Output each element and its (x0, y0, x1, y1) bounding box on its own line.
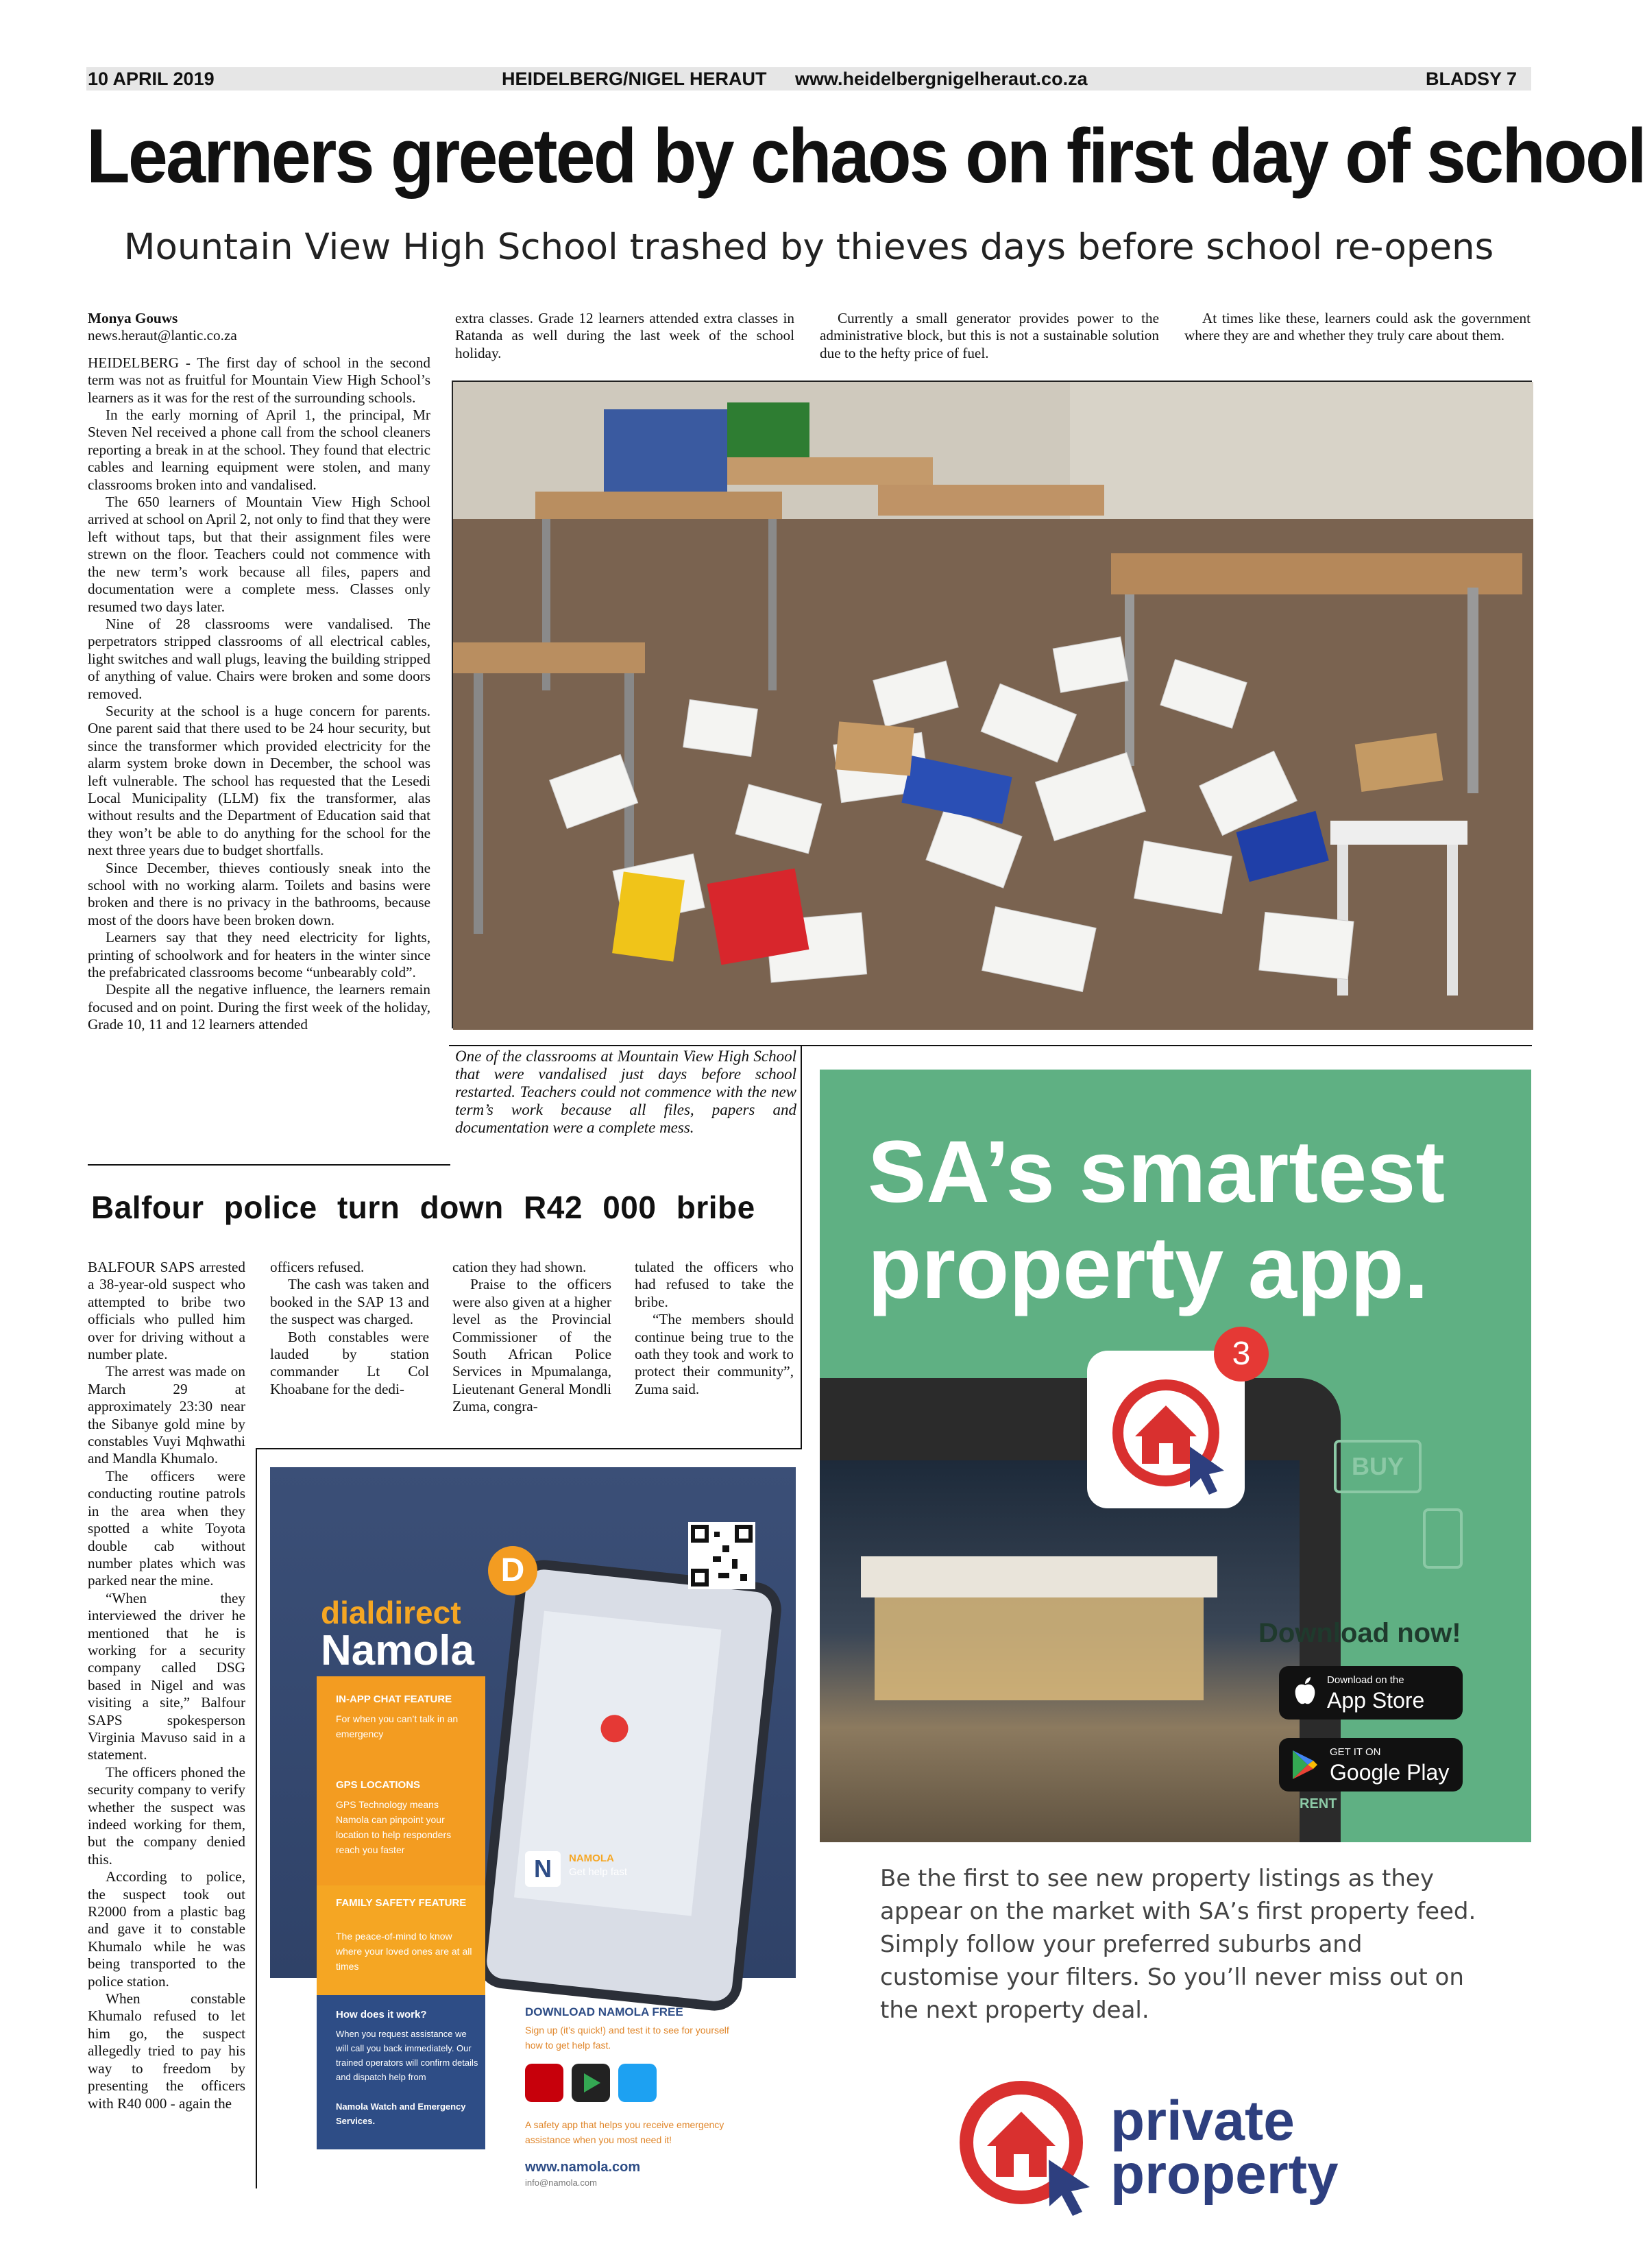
classroom-photo (452, 381, 1532, 1028)
article-paragraph: extra classes. Grade 12 learners attended extra classes in Ratanda as well during the last week of the school holiday. (455, 310, 794, 361)
article2-paragraph: BALFOUR SAPS arrested a 38-year-old suspect who attempted to bribe two officials who pulled him over for driving without a number plate. (88, 1259, 245, 1363)
notification-badge: 3 (1214, 1327, 1269, 1382)
dialdirect-logo: dialdirect (321, 1595, 461, 1630)
private-property-app-icon[interactable] (1087, 1351, 1245, 1508)
house-roof (861, 1556, 1217, 1597)
article-column-2 (455, 310, 794, 362)
main-headline: Learners greeted by chaos on first day of school (86, 113, 1645, 199)
article2-paragraph: “The members should continue being true to the oath they took and work to protect their community”, Zuma said. (635, 1311, 794, 1397)
house-windows (875, 1597, 1204, 1700)
article-paragraph: At times like these, learners could ask the government where they are and whether they truly care about them. (1184, 310, 1531, 344)
feature-text: For when you can’t talk in an emergency (336, 1713, 459, 1739)
feature-title: FAMILY SAFETY FEATURE (336, 1897, 467, 1909)
app-store-icon[interactable] (618, 2064, 657, 2102)
article-paragraph: Currently a small generator provides power to the administrative block, but this is not a sustainable solution due to the hefty price of fuel. (820, 310, 1159, 361)
article2-column-2 (270, 1259, 429, 1398)
article2-paragraph: The cash was taken and booked in the SAP 13 and the suspect was charged. (270, 1276, 429, 1328)
app-subtitle: Get help fast (569, 1866, 628, 1878)
article-paragraph: Since December, thieves contiously sneak into the school with no working alarm. Toilets and basins were broken and there is no privacy in the bathrooms, because most of the doors have been broken down. (88, 859, 430, 928)
article2-paragraph: The arrest was made on March 29 at approximately 23:30 near the Sibanye gold mine by constables Vuyi Mqhwathi and Mandla Khumalo. (88, 1363, 245, 1467)
feature-text: GPS Technology means Namola can pinpoint your location to help responders reach you faster (336, 1799, 452, 1855)
divider-line (449, 1045, 1532, 1046)
article-column-1 (88, 310, 430, 1034)
google-play-button[interactable] (1279, 1738, 1463, 1792)
namola-email[interactable]: info@namola.com (525, 2177, 597, 2188)
phone-outline-icon (1423, 1508, 1463, 1569)
rent-sign-icon: RENT (1300, 1796, 1337, 1811)
safety-text: A safety app that helps you receive emergency assistance when you most need it! (525, 2119, 724, 2145)
paper-name: HEIDELBERG/NIGEL HERAUT (502, 69, 767, 89)
article-column-4 (1184, 310, 1531, 345)
divider-line (256, 1448, 802, 1449)
namola-logo: Namola (321, 1627, 474, 1674)
paper-website[interactable]: www.heidelbergnigelheraut.co.za (795, 69, 1088, 89)
property-ad-title: SA’s smartest property app. (868, 1123, 1445, 1317)
app-store-label: App Store (1327, 1688, 1425, 1713)
article2-paragraph: Praise to the officers were also given at a higher level as the Provincial Commissioner of the South African Police Services in Mpumalanga, Lieutenant General Mondli Zuma, congra- (452, 1276, 611, 1415)
sub-headline: Mountain View High School trashed by thieves days before school re-opens (123, 226, 1494, 268)
feature-text: The peace-of-mind to know where your loved ones are at all times (336, 1931, 472, 1972)
namola-url[interactable]: www.namola.com (525, 2160, 641, 2175)
apple-icon (1293, 1677, 1317, 1707)
article2-paragraph: cation they had shown. (452, 1259, 587, 1275)
article2-column-3 (452, 1259, 611, 1416)
second-headline: Balfour police turn down R42 000 bribe (91, 1190, 755, 1225)
how-bold-text: Namola Watch and Emergency Services. (336, 2101, 466, 2126)
app-store-small-label: Download on the (1327, 1674, 1404, 1686)
article2-paragraph: Both constables were lauded by station commander Lt Col Khoabane for the dedi- (270, 1328, 429, 1397)
how-title: How does it work? (336, 2009, 427, 2020)
property-app-advertisement[interactable] (820, 1070, 1531, 1842)
article2-column-4 (635, 1259, 794, 1398)
tablet-illustration (820, 1378, 1341, 1842)
article2-paragraph: The officers were conducting routine patrols in the area when they spotted a white Toyota double cab without number plates which was parked near the mine. (88, 1467, 245, 1589)
article-paragraph: Learners say that they need electricity for lights, printing of schoolwork and for heaters in the winter since the prefabricated classrooms become “unbearably cold”. (88, 929, 430, 981)
divider-line (256, 1448, 257, 2188)
article2-column-1 (88, 1259, 245, 2112)
divider-line (801, 1045, 802, 1449)
namola-advertisement[interactable] (270, 1467, 796, 2188)
how-text: When you request assistance we will call you back immediately. Our trained operators will confirm details and dispatch help from (336, 2029, 478, 2082)
article-column-3 (820, 310, 1159, 362)
private-property-logo-icon (949, 2071, 1100, 2221)
huawei-store-icon[interactable] (525, 2064, 563, 2102)
author-email[interactable]: news.heraut@lantic.co.za (88, 327, 237, 344)
article2-paragraph: According to police, the suspect took out R2000 from a plastic bag and gave it to constable Khumalo while he was being transported to the police station. (88, 1868, 245, 1990)
article-paragraph: In the early morning of April 1, the principal, Mr Steven Nel received a phone call from the school cleaners reporting a break in at the school. They found that electric cables and learning equipment were stolen, and many classrooms broken into and vandalised. (88, 407, 430, 493)
article2-paragraph: tulated the officers who had refused to take the bribe. (635, 1259, 794, 1310)
qr-code-icon[interactable] (688, 1522, 755, 1589)
google-play-label: Google Play (1330, 1760, 1450, 1785)
article2-paragraph: The officers phoned the security company to verify whether the suspect was indeed working for them, but the company denied this. (88, 1763, 245, 1868)
google-play-icon (1291, 1749, 1319, 1781)
wordmark-line: property (1110, 2143, 1339, 2206)
article2-paragraph: “When they interviewed the driver he mentioned that he is working for a security company called DSG based in Nigel and was visiting a site,” Balfour SAPS spokesperson Virginia Mavuso said in a statement. (88, 1589, 245, 1763)
article-paragraph: Nine of 28 classrooms were vandalised. The perpetrators stripped classrooms of all electrical cables, light switches and wall plugs, leaving the building stripped of anything of value. Chairs were broken and some doors removed. (88, 615, 430, 702)
page-number: BLADSY 7 (1426, 69, 1518, 89)
author-name: Monya Gouws (88, 310, 178, 326)
google-play-icon[interactable] (572, 2064, 610, 2102)
article2-paragraph: When constable Khumalo refused to let him go, the suspect allegedly tried to pay his way to freedom by presenting the officers with R40 000 - again the (88, 1990, 245, 2112)
app-name: NAMOLA (569, 1853, 614, 1864)
phone-illustration (474, 1557, 784, 2013)
property-ad-body: Be the first to see new property listings as they appear on the market with SA’s first property feed. Simply follow your preferred suburbs and customise your filters. So you’ll never miss out on the next property deal. (880, 1865, 1476, 2024)
photo-caption: One of the classrooms at Mountain View High School that were vandalised just days before school restarted. Teachers could not commence with the new term’s work because all files, papers and documentation were a complete mess. (455, 1048, 796, 1136)
namola-app-icon: N (525, 1851, 561, 1887)
feature-title: GPS LOCATIONS (336, 1779, 421, 1791)
article2-paragraph: officers refused. (270, 1259, 365, 1275)
feature-title: IN-APP CHAT FEATURE (336, 1693, 452, 1705)
dialdirect-badge-icon: D (488, 1546, 537, 1595)
article-paragraph: Despite all the negative influence, the learners remain focused and on point. During the first week of the holiday, Grade 10, 11 and 12 learners attended (88, 981, 430, 1033)
download-now-text: Download now! (1258, 1618, 1461, 1648)
google-play-small-label: GET IT ON (1330, 1746, 1381, 1758)
article-paragraph: The 650 learners of Mountain View High School arrived at school on April 2, not only to find that they were left without taps, but that their assignment files were strewn on the floor. Teachers could not commence with the new term’s work because all files, papers and documentation were a complete mess. Classes only resumed two days later. (88, 494, 430, 615)
house-photo (820, 1460, 1300, 1842)
app-store-button[interactable] (1279, 1666, 1463, 1720)
issue-date: 10 APRIL 2019 (88, 69, 215, 89)
article-paragraph: HEIDELBERG - The first day of school in the second term was not as fruitful for Mountain View High School’s learners as it was for the rest of the surrounding schools. (88, 354, 430, 406)
download-text: Sign up (it’s quick!) and test it to see for yourself how to get help fast. (525, 2025, 729, 2051)
download-title: DOWNLOAD NAMOLA FREE (525, 2005, 683, 2018)
private-property-wordmark (1110, 2090, 1339, 2206)
wordmark-line: private (1110, 2090, 1295, 2152)
divider-line (88, 1164, 450, 1166)
buy-sign-icon: BUY (1334, 1440, 1422, 1493)
article-paragraph: Security at the school is a huge concern for parents. One parent said that there used to be 24 hour security, but since the transformer which provided electricity for the alarm system broke down in December, the school was left vulnerable. The school has requested that the Lesedi Local Municipality (LLM) fix the transformer, alas without results and the Department of Education said that they won’t be able to do anything for the school for the next three years due to budget shortfalls. (88, 702, 430, 859)
